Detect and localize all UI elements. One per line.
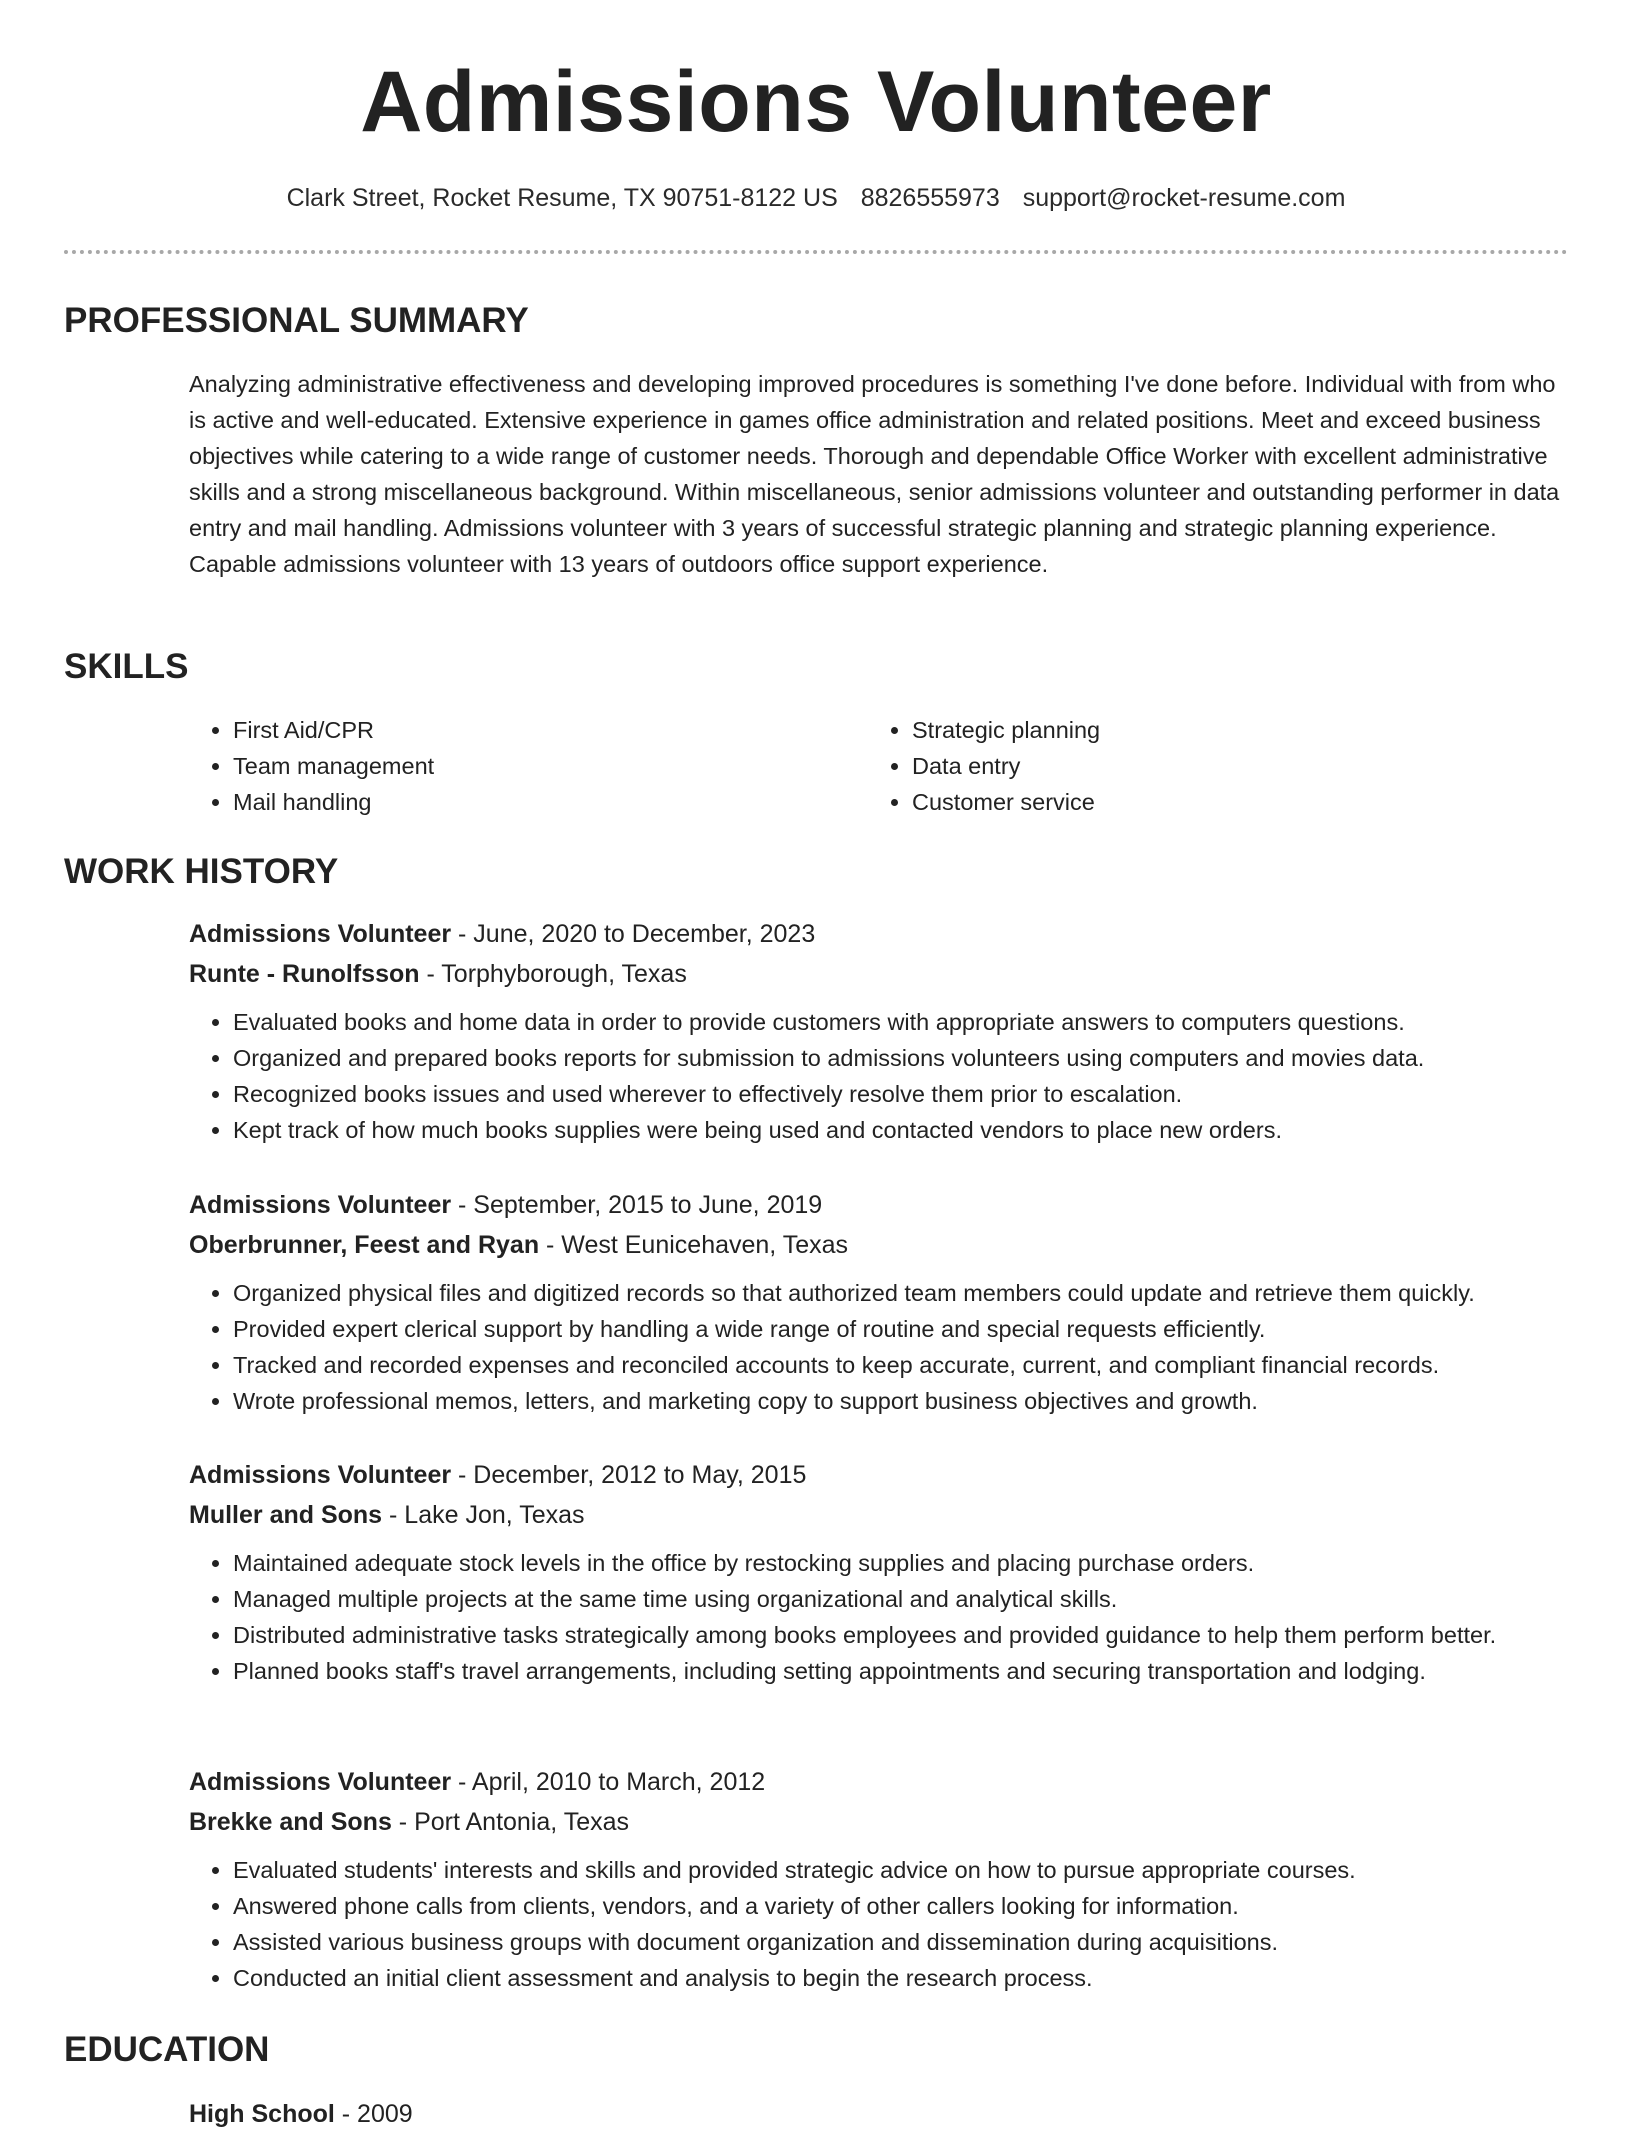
job-bullet: • Evaluated students' interests and skills and provided strategic advice on how to pursue appropriate courses. <box>233 1852 1611 1888</box>
education-entry <box>189 2094 413 2134</box>
skill-item: • Data entry <box>912 748 1100 784</box>
job-title-line <box>189 914 1589 954</box>
skill-item: • Mail handling <box>233 784 434 820</box>
job-company: Oberbrunner, Feest and Ryan <box>189 1231 540 1259</box>
job-bullet: • Provided expert clerical support by handling a wide range of routine and special requests efficiently. <box>233 1311 1611 1347</box>
job-bullet: • Managed multiple projects at the same time using organizational and analytical skills. <box>233 1581 1611 1617</box>
job-location: - West Eunicehaven, Texas <box>539 1231 849 1259</box>
job-bullet: • Maintained adequate stock levels in the office by restocking supplies and placing purchase orders. <box>233 1545 1611 1581</box>
section-title-skills: SKILLS <box>64 647 189 686</box>
job-bullet: • Evaluated books and home data in order to provide customers with appropriate answers to computers questions. <box>233 1004 1611 1040</box>
job-bullets <box>189 1275 1611 1419</box>
job-title: Admissions Volunteer <box>189 1768 452 1796</box>
contact-email: support@rocket-resume.com <box>1022 184 1346 212</box>
resume-name: Admissions Volunteer <box>360 54 1272 150</box>
job-title-line <box>189 1185 1589 1225</box>
job-company-line <box>189 1802 1589 1842</box>
job-location: - Torphyborough, Texas <box>419 960 687 988</box>
job-dates: - April, 2010 to March, 2012 <box>451 1768 766 1796</box>
contact-address: Clark Street, Rocket Resume, TX 90751-8122 US <box>286 184 838 212</box>
contact-phone: 8826555973 <box>860 184 1000 212</box>
job-bullet: • Organized and prepared books reports for submission to admissions volunteers using computers and movies data. <box>233 1040 1611 1076</box>
section-title-work-history: WORK HISTORY <box>64 852 339 891</box>
skill-item: • Strategic planning <box>912 712 1100 748</box>
job-bullets <box>189 1004 1611 1148</box>
job-bullet: • Conducted an initial client assessment and analysis to begin the research process. <box>233 1960 1611 1996</box>
job-title: Admissions Volunteer <box>189 1191 452 1219</box>
job-title-line <box>189 1455 1589 1495</box>
job-company: Muller and Sons <box>189 1501 383 1529</box>
job-company-line <box>189 1495 1589 1535</box>
job-entry <box>189 1762 1589 1996</box>
job-entry <box>189 914 1589 1148</box>
summary-text: Analyzing administrative effectiveness and developing improved procedures is something I've done before. Individual with from who is active and well-educated. Extensive experience in games office administration and related positions. Meet and exceed business objectives while catering to a wide range of customer needs. Thorough and dependable Office Worker with excellent administrative skills and a strong miscellaneous background. Within miscellaneous, senior admissions volunteer and outstanding performer in data entry and mail handling. Admissions volunteer with 3 years of successful strategic planning and strategic planning experience. Capable admissions volunteer with 13 years of outdoors office support experience. <box>189 371 1560 577</box>
job-bullet: • Distributed administrative tasks strategically among books employees and provided guidance to help them perform better. <box>233 1617 1611 1653</box>
job-bullet: • Organized physical files and digitized records so that authorized team members could update and retrieve them quickly. <box>233 1275 1611 1311</box>
skills-list-right <box>868 712 1100 820</box>
job-bullets <box>189 1852 1611 1996</box>
job-entry <box>189 1185 1589 1419</box>
job-bullet: • Planned books staff's travel arrangements, including setting appointments and securing transportation and lodging. <box>233 1653 1611 1689</box>
job-bullet: • Kept track of how much books supplies were being used and contacted vendors to place new orders. <box>233 1112 1611 1148</box>
job-dates: - December, 2012 to May, 2015 <box>451 1461 807 1489</box>
education-degree: High School <box>189 2100 335 2128</box>
job-location: - Lake Jon, Texas <box>382 1501 585 1529</box>
skill-item: • Customer service <box>912 784 1100 820</box>
job-bullet: • Wrote professional memos, letters, and marketing copy to support business objectives and growth. <box>233 1383 1611 1419</box>
job-company-line <box>189 1225 1589 1265</box>
education-year: - 2009 <box>334 2100 413 2128</box>
section-title-summary: PROFESSIONAL SUMMARY <box>64 301 529 340</box>
skill-item: • Team management <box>233 748 434 784</box>
header-divider <box>64 250 1568 254</box>
skill-item: • First Aid/CPR <box>233 712 434 748</box>
job-bullet: • Recognized books issues and used wherever to effectively resolve them prior to escalation. <box>233 1076 1611 1112</box>
job-company: Brekke and Sons <box>189 1808 392 1836</box>
job-bullet: • Answered phone calls from clients, vendors, and a variety of other callers looking for information. <box>233 1888 1611 1924</box>
job-bullets <box>189 1545 1611 1689</box>
job-title-line <box>189 1762 1589 1802</box>
job-dates: - September, 2015 to June, 2019 <box>451 1191 823 1219</box>
job-title: Admissions Volunteer <box>189 920 452 948</box>
job-location: - Port Antonia, Texas <box>391 1808 630 1836</box>
job-bullet: • Tracked and recorded expenses and reconciled accounts to keep accurate, current, and compliant financial records. <box>233 1347 1611 1383</box>
contact-line <box>0 180 1632 216</box>
job-entry <box>189 1455 1589 1689</box>
job-bullet: • Assisted various business groups with document organization and dissemination during acquisitions. <box>233 1924 1611 1960</box>
job-company-line <box>189 954 1589 994</box>
job-title: Admissions Volunteer <box>189 1461 452 1489</box>
job-dates: - June, 2020 to December, 2023 <box>451 920 816 948</box>
job-company: Runte - Runolfsson <box>189 960 420 988</box>
skills-list-left <box>189 712 434 820</box>
section-title-education: EDUCATION <box>64 2030 270 2069</box>
